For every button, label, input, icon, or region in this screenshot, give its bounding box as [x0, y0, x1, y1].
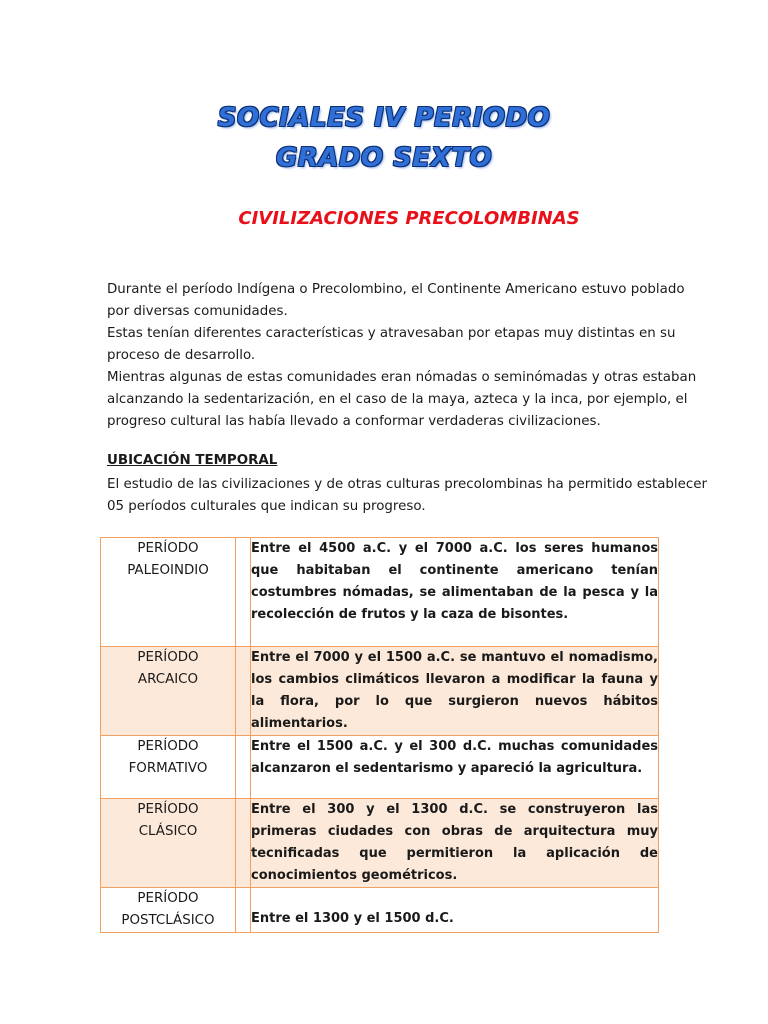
period-description: Entre el 4500 a.C. y el 7000 a.C. los seres humanos que habitaban el continente americano tenían costumbres nómadas, se alimentaban de la pesca y la recolección de frutos y la caza de bisontes.: [251, 538, 659, 647]
intro-text: [107, 279, 707, 433]
section-heading: UBICACIÓN TEMPORAL: [107, 453, 278, 468]
intro-paragraph: Estas tenían diferentes características y atravesaban por etapas muy distintas en su proceso de desarrollo.: [107, 326, 676, 363]
period-name: CLÁSICO: [138, 824, 198, 839]
intro-paragraph: Durante el período Indígena o Precolombino, el Continente Americano estuvo poblado por diversas comunidades.: [107, 282, 685, 319]
period-name: FORMATIVO: [128, 761, 208, 776]
spacer-cell: [236, 647, 251, 736]
period-name-cell: [101, 736, 236, 799]
period-label: PERÍODO: [137, 891, 199, 906]
spacer-cell: [236, 538, 251, 647]
period-label: PERÍODO: [137, 650, 199, 665]
table-row: [101, 538, 659, 647]
page-subtitle: CIVILIZACIONES PRECOLOMBINAS: [238, 208, 580, 229]
intro-paragraph: Mientras algunas de estas comunidades eran nómadas o seminómadas y otras estaban alcanzando la sedentarización, en el caso de la maya, azteca y la inca, por ejemplo, el progreso cultural las había llevado a conformar verdaderas civilizaciones.: [107, 370, 697, 429]
section-paragraph: El estudio de las civilizaciones y de otras culturas precolombinas ha permitido establecer 05 períodos culturales que indican su progreso.: [107, 477, 707, 514]
spacer-cell: [236, 799, 251, 888]
page-title: SOCIALES IV PERIODO: [217, 103, 551, 133]
periods-table: [100, 537, 659, 933]
period-name: POSTCLÁSICO: [121, 913, 215, 928]
period-name-cell: [101, 799, 236, 888]
table-row: [101, 736, 659, 799]
period-label: PERÍODO: [137, 541, 199, 556]
spacer-cell: [236, 888, 251, 933]
period-label: PERÍODO: [137, 802, 199, 817]
table-row: [101, 799, 659, 888]
table-row: [101, 647, 659, 736]
period-description: Entre el 1500 a.C. y el 300 d.C. muchas comunidades alcanzaron el sedentarismo y apareció la agricultura.: [251, 736, 659, 799]
period-name-cell: [101, 888, 236, 933]
page-title-grade: GRADO SEXTO: [275, 143, 493, 173]
period-name-cell: [101, 647, 236, 736]
period-name: PALEOINDIO: [127, 563, 209, 578]
period-name: ARCAICO: [137, 672, 199, 687]
period-description: Entre el 1300 y el 1500 d.C.: [251, 888, 659, 933]
period-description: Entre el 7000 y el 1500 a.C. se mantuvo el nomadismo, los cambios climáticos llevaron a modificar la fauna y la flora, por lo que surgieron nuevos hábitos alimentarios.: [251, 647, 659, 736]
table-row: [101, 888, 659, 933]
period-name-cell: [101, 538, 236, 647]
period-label: PERÍODO: [137, 739, 199, 754]
spacer-cell: [236, 736, 251, 799]
period-description: Entre el 300 y el 1300 d.C. se construyeron las primeras ciudades con obras de arquitectura muy tecnificadas que permitieron la aplicación de conocimientos geométricos.: [251, 799, 659, 888]
